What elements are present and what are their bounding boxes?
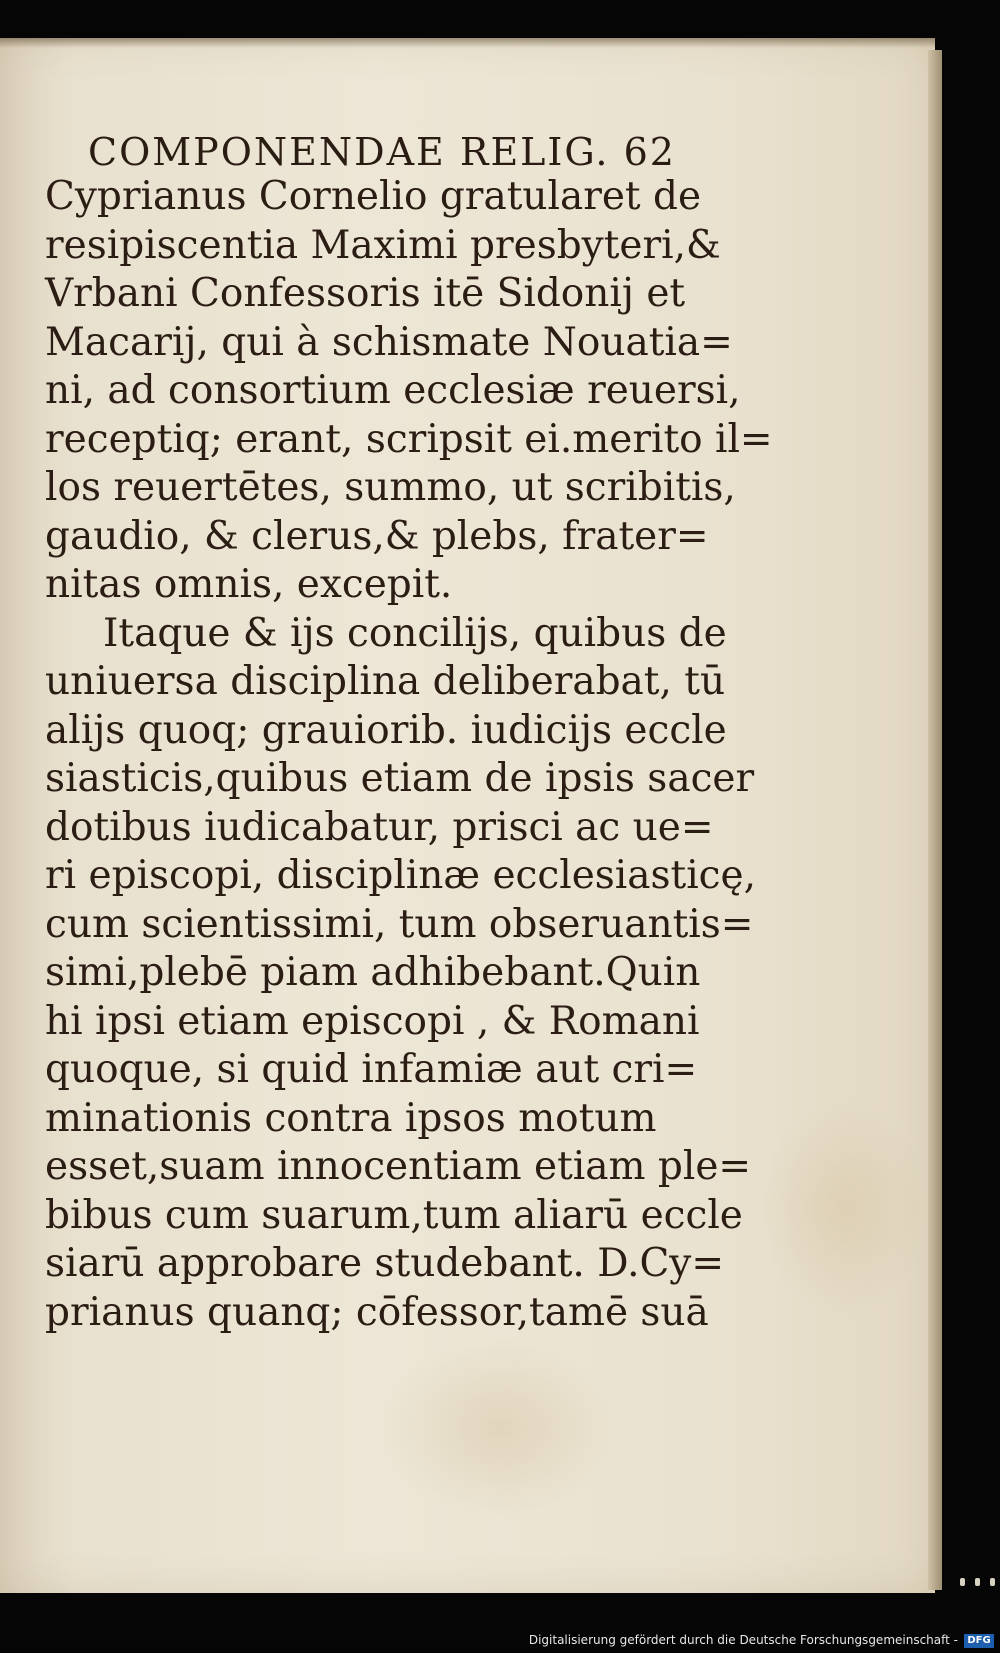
edge-mark xyxy=(960,1578,965,1586)
text-line: resipiscentia Maximi presbyteri,& xyxy=(45,222,721,268)
paragraph-start-line: Itaque & ijs concilijs, quibus de xyxy=(103,610,727,656)
paper-stain xyxy=(760,1098,930,1318)
text-line: los reuertētes, summo, ut scribitis, xyxy=(45,465,736,510)
page-top-shadow xyxy=(0,38,935,48)
text-line: gaudio, & clerus,& plebs, frater= xyxy=(45,513,709,559)
edge-mark xyxy=(990,1578,995,1586)
text-line: siarū approbare studebant. D.Cy= xyxy=(45,1241,725,1286)
digitization-credit: Digitalisierung gefördert durch die Deutsche Forschungsgemeinschaft - xyxy=(528,1633,958,1647)
text-line: bibus cum suarum,tum aliarū eccle xyxy=(45,1192,743,1238)
text-line: siasticis,quibus etiam de ipsis sacer xyxy=(45,756,755,801)
text-line: hi ipsi etiam episcopi , & Romani xyxy=(45,998,700,1044)
text-line: minationis contra ipsos motum xyxy=(45,1095,657,1141)
text-line: prianus quanq; cōfessor,tamē suā xyxy=(45,1289,709,1335)
text-line: Cyprianus Cornelio gratularet de xyxy=(45,174,702,219)
book-page xyxy=(0,38,935,1593)
running-head: COMPONENDAE RELIG. 62 xyxy=(88,130,676,174)
edge-mark xyxy=(975,1578,980,1586)
text-block xyxy=(45,173,773,1337)
text-line: ri episcopi, disciplinæ ecclesiasticę, xyxy=(45,853,756,898)
text-line: cum scientissimi, tum obseruantis= xyxy=(45,901,754,947)
text-line: dotibus iudicabatur, prisci ac ue= xyxy=(45,804,714,850)
text-line: nitas omnis, excepit. xyxy=(45,562,453,607)
text-line: alijs quoq; grauiorib. iudicijs eccle xyxy=(45,707,727,753)
dfg-logo: DFG xyxy=(964,1634,994,1648)
text-line: receptiq; erant, scripsit ei.merito il= xyxy=(45,416,773,462)
page-edge xyxy=(928,50,942,1590)
text-line: quoque, si quid infamiæ aut cri= xyxy=(45,1047,698,1092)
text-line: simi,plebē piam adhibebant.Quin xyxy=(45,950,701,995)
text-line: Macarij, qui à schismate Nouatia= xyxy=(45,319,733,365)
paper-stain xyxy=(380,1338,620,1518)
text-line: Vrbani Confessoris itē Sidonij et xyxy=(45,271,686,316)
text-line: uniuersa disciplina deliberabat, tū xyxy=(45,659,726,704)
text-line: esset,suam innocentiam etiam ple= xyxy=(45,1144,752,1189)
text-line: ni, ad consortium ecclesiæ reuersi, xyxy=(45,368,741,413)
